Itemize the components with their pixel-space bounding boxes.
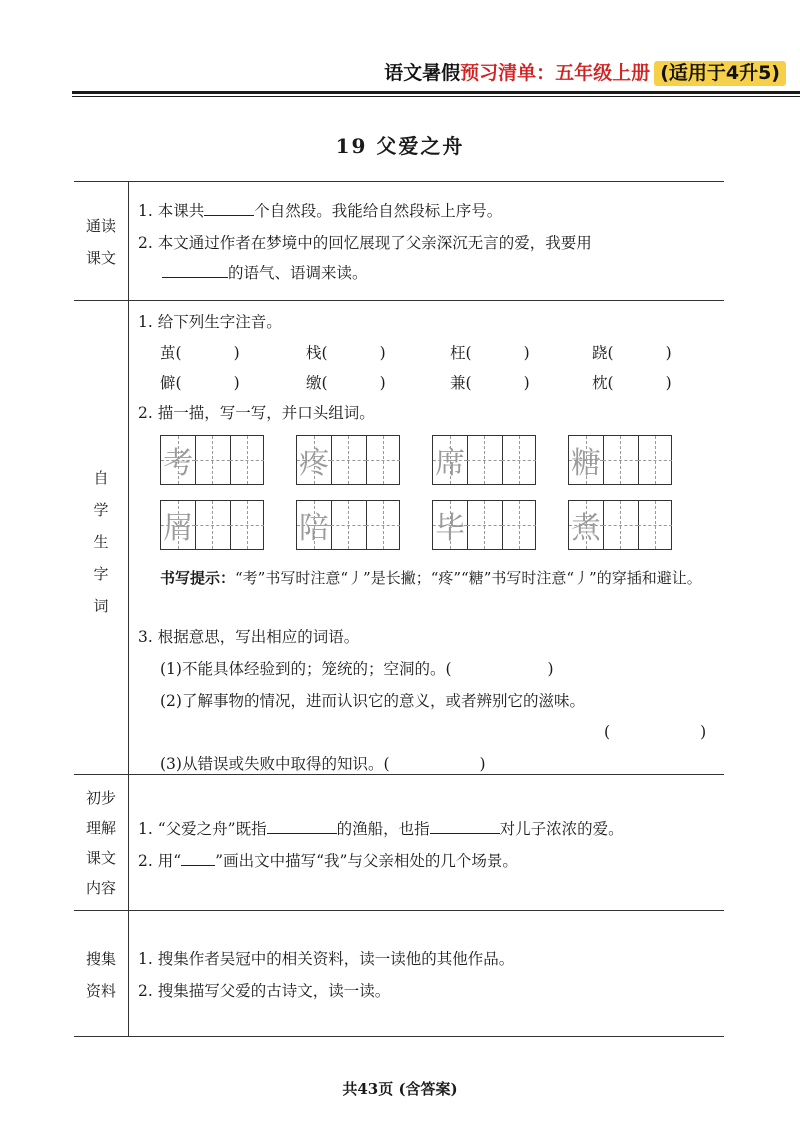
header-badge: (适用于4升5) — [654, 61, 786, 86]
trace-character: 考 — [163, 446, 194, 481]
trace-character: 糖 — [571, 446, 602, 481]
writing-grid[interactable] — [160, 500, 264, 550]
trace-character: 屑 — [163, 511, 194, 546]
underline-sample — [181, 850, 215, 866]
category-understanding: 初步 理解 课文 内容 — [85, 789, 116, 897]
reading-q1: 1. 本课共 个自然段。我能给自然段标上序号。 — [138, 202, 503, 220]
trace-character: 疼 — [299, 446, 330, 481]
writing-grid[interactable] — [296, 500, 400, 550]
reading-q2-cont: 的语气、语调来读。 — [162, 262, 368, 284]
pinyin-row: 茧( ) 栈( ) 枉( ) 跷( ) — [160, 344, 672, 362]
category-self-study: 自 学 生 字 词 — [93, 469, 109, 615]
page-header — [0, 50, 800, 94]
header-rule-thin — [72, 96, 800, 97]
header-title — [384, 58, 786, 85]
writing-grid[interactable] — [432, 500, 536, 550]
reading-q2: 2. 本文通过作者在梦境中的回忆展现了父亲深沉无言的爱，我要用 — [138, 234, 592, 252]
study-table — [74, 181, 724, 1037]
row-divider — [74, 300, 724, 301]
self-study-q3-2: (2)了解事物的情况，进而认识它的意义，或者辨别它的滋味。 — [160, 692, 585, 710]
header-title-part2: 预习清单：五年级上册 — [460, 62, 651, 84]
answer-blank[interactable] — [204, 200, 254, 216]
understanding-q2: 2. 用“ ”画出文中描写“我”与父亲相处的几个场景。 — [138, 852, 518, 870]
self-study-q3-1: (1)不能具体经验到的；笼统的；空洞的。( ) — [160, 660, 554, 678]
self-study-q3-2-answer: ( ) — [604, 723, 707, 741]
trace-character: 陪 — [299, 511, 330, 546]
trace-character: 席 — [435, 446, 466, 481]
understanding-q1: 1. “父爱之舟”既指 的渔船，也指 对儿子浓浓的爱。 — [138, 820, 624, 838]
writing-grid[interactable] — [296, 435, 400, 485]
header-rule — [72, 91, 800, 94]
table-divider-vertical — [128, 182, 129, 1036]
answer-blank[interactable] — [267, 818, 337, 834]
writing-grid[interactable] — [568, 435, 672, 485]
lesson-title: 19 父爱之舟 — [335, 134, 465, 158]
writing-grid[interactable] — [568, 500, 672, 550]
answer-blank[interactable] — [162, 262, 228, 278]
self-study-q3-3: (3)从错误或失败中取得的知识。( ) — [160, 755, 486, 773]
row-divider — [74, 910, 724, 911]
self-study-q3: 3. 根据意思，写出相应的词语。 — [138, 628, 360, 646]
hint-text: “考”书写时注意“丿”是长撇；“疼”“糖”书写时注意“丿”的穿插和避让。 — [235, 569, 702, 587]
category-collect: 搜集 资料 — [85, 950, 116, 1000]
writing-hint — [160, 564, 720, 592]
trace-character: 煮 — [571, 511, 602, 546]
writing-grid[interactable] — [432, 435, 536, 485]
self-study-q2: 2. 描一描，写一写，并口头组词。 — [138, 404, 375, 422]
self-study-q1: 1. 给下列生字注音。 — [138, 313, 282, 331]
collect-q1: 1. 搜集作者吴冠中的相关资料，读一读他的其他作品。 — [138, 950, 515, 968]
collect-q2: 2. 搜集描写父爱的古诗文，读一读。 — [138, 982, 391, 1000]
writing-grid[interactable] — [160, 435, 264, 485]
trace-character: 毕 — [435, 511, 466, 546]
pinyin-row: 僻( ) 缴( ) 兼( ) 枕( ) — [160, 374, 672, 392]
answer-blank[interactable] — [430, 818, 500, 834]
category-reading: 通读 课文 — [85, 217, 116, 267]
page-footer: 共43页 (含答案) — [342, 1080, 458, 1098]
hint-label: 书写提示： — [160, 569, 236, 587]
header-title-part1: 语文暑假 — [384, 62, 461, 84]
